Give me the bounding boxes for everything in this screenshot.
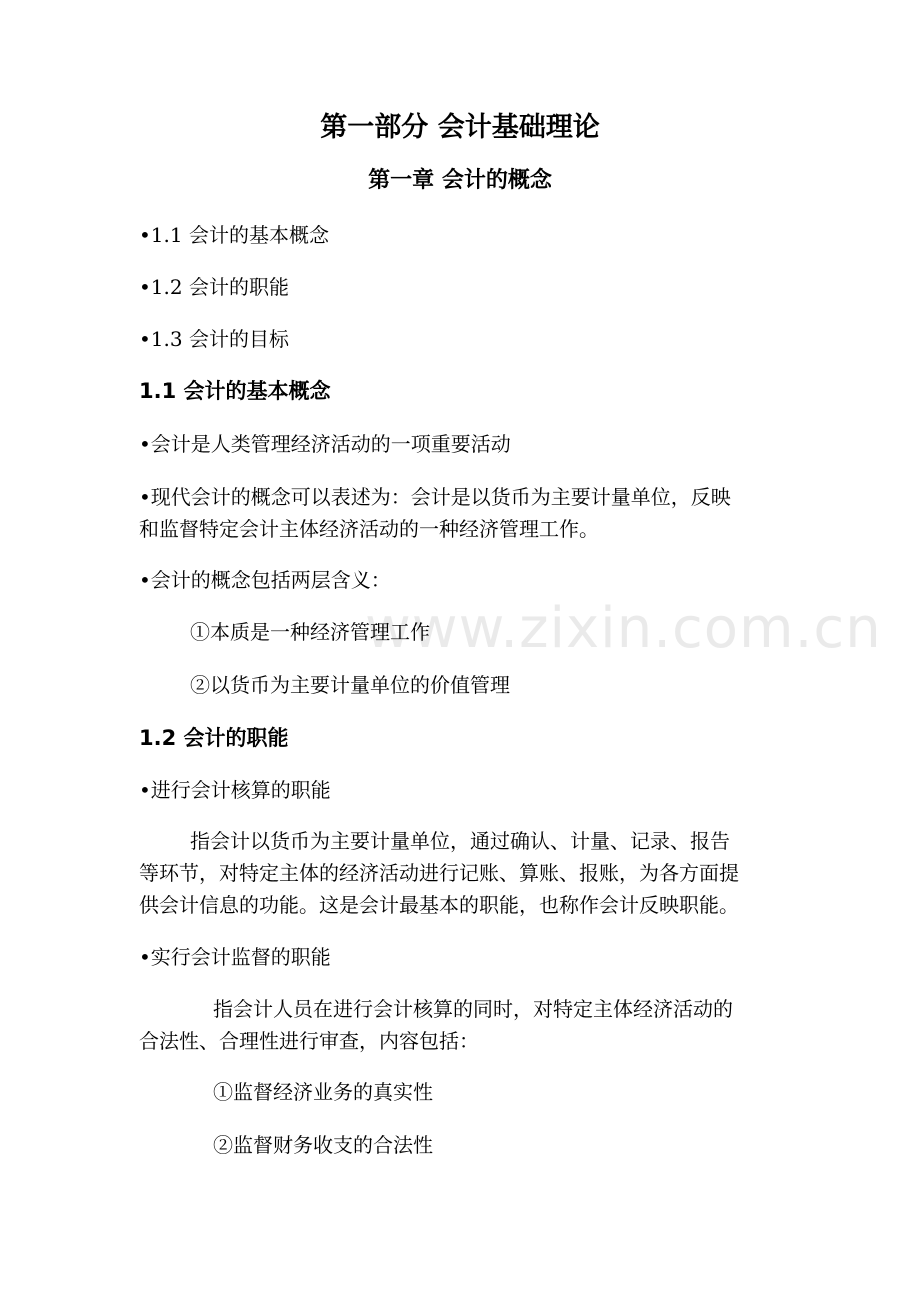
chapter-title: 第一章 会计的概念 xyxy=(368,168,552,193)
sec1-bullet-2-line-1: •现代会计的概念可以表述为：会计是以货币为主要计量单位，反映 xyxy=(139,485,731,509)
toc-item-1: •1.1 会计的基本概念 xyxy=(139,223,329,247)
part-title: 第一部分 会计基础理论 xyxy=(320,112,600,143)
sec1-sub-item-2: ②以货币为主要计量单位的价值管理 xyxy=(190,673,510,697)
watermark: www.zixin.com.cn xyxy=(365,596,882,661)
sec2-bullet-1: •进行会计核算的职能 xyxy=(139,778,331,802)
sec1-bullet-2-line-2: 和监督特定会计主体经济活动的一种经济管理工作。 xyxy=(139,517,599,541)
section-heading-1-2: 1.2 会计的职能 xyxy=(139,726,289,750)
sec2-sub-item-2: ②监督财务收支的合法性 xyxy=(213,1133,433,1157)
sec1-sub-item-1: ①本质是一种经济管理工作 xyxy=(190,620,430,644)
sec1-bullet-3: •会计的概念包括两层含义： xyxy=(139,568,391,592)
sec2-para-1-line-3: 供会计信息的功能。这是会计最基本的职能，也称作会计反映职能。 xyxy=(139,893,739,917)
sec2-para-2-line-2: 合法性、合理性进行审查，内容包括： xyxy=(139,1029,479,1053)
sec2-para-1-line-2: 等环节，对特定主体的经济活动进行记账、算账、报账，为各方面提 xyxy=(139,861,739,885)
sec2-bullet-2: •实行会计监督的职能 xyxy=(139,945,331,969)
toc-item-3: •1.3 会计的目标 xyxy=(139,327,289,351)
sec2-sub-item-1: ①监督经济业务的真实性 xyxy=(213,1080,433,1104)
section-heading-1-1: 1.1 会计的基本概念 xyxy=(139,379,331,403)
sec2-para-2-line-1: 指会计人员在进行会计核算的同时，对特定主体经济活动的 xyxy=(213,997,733,1021)
sec2-para-1-line-1: 指会计以货币为主要计量单位，通过确认、计量、记录、报告 xyxy=(190,829,730,853)
toc-item-2: •1.2 会计的职能 xyxy=(139,275,289,299)
sec1-bullet-1: •会计是人类管理经济活动的一项重要活动 xyxy=(139,432,511,456)
